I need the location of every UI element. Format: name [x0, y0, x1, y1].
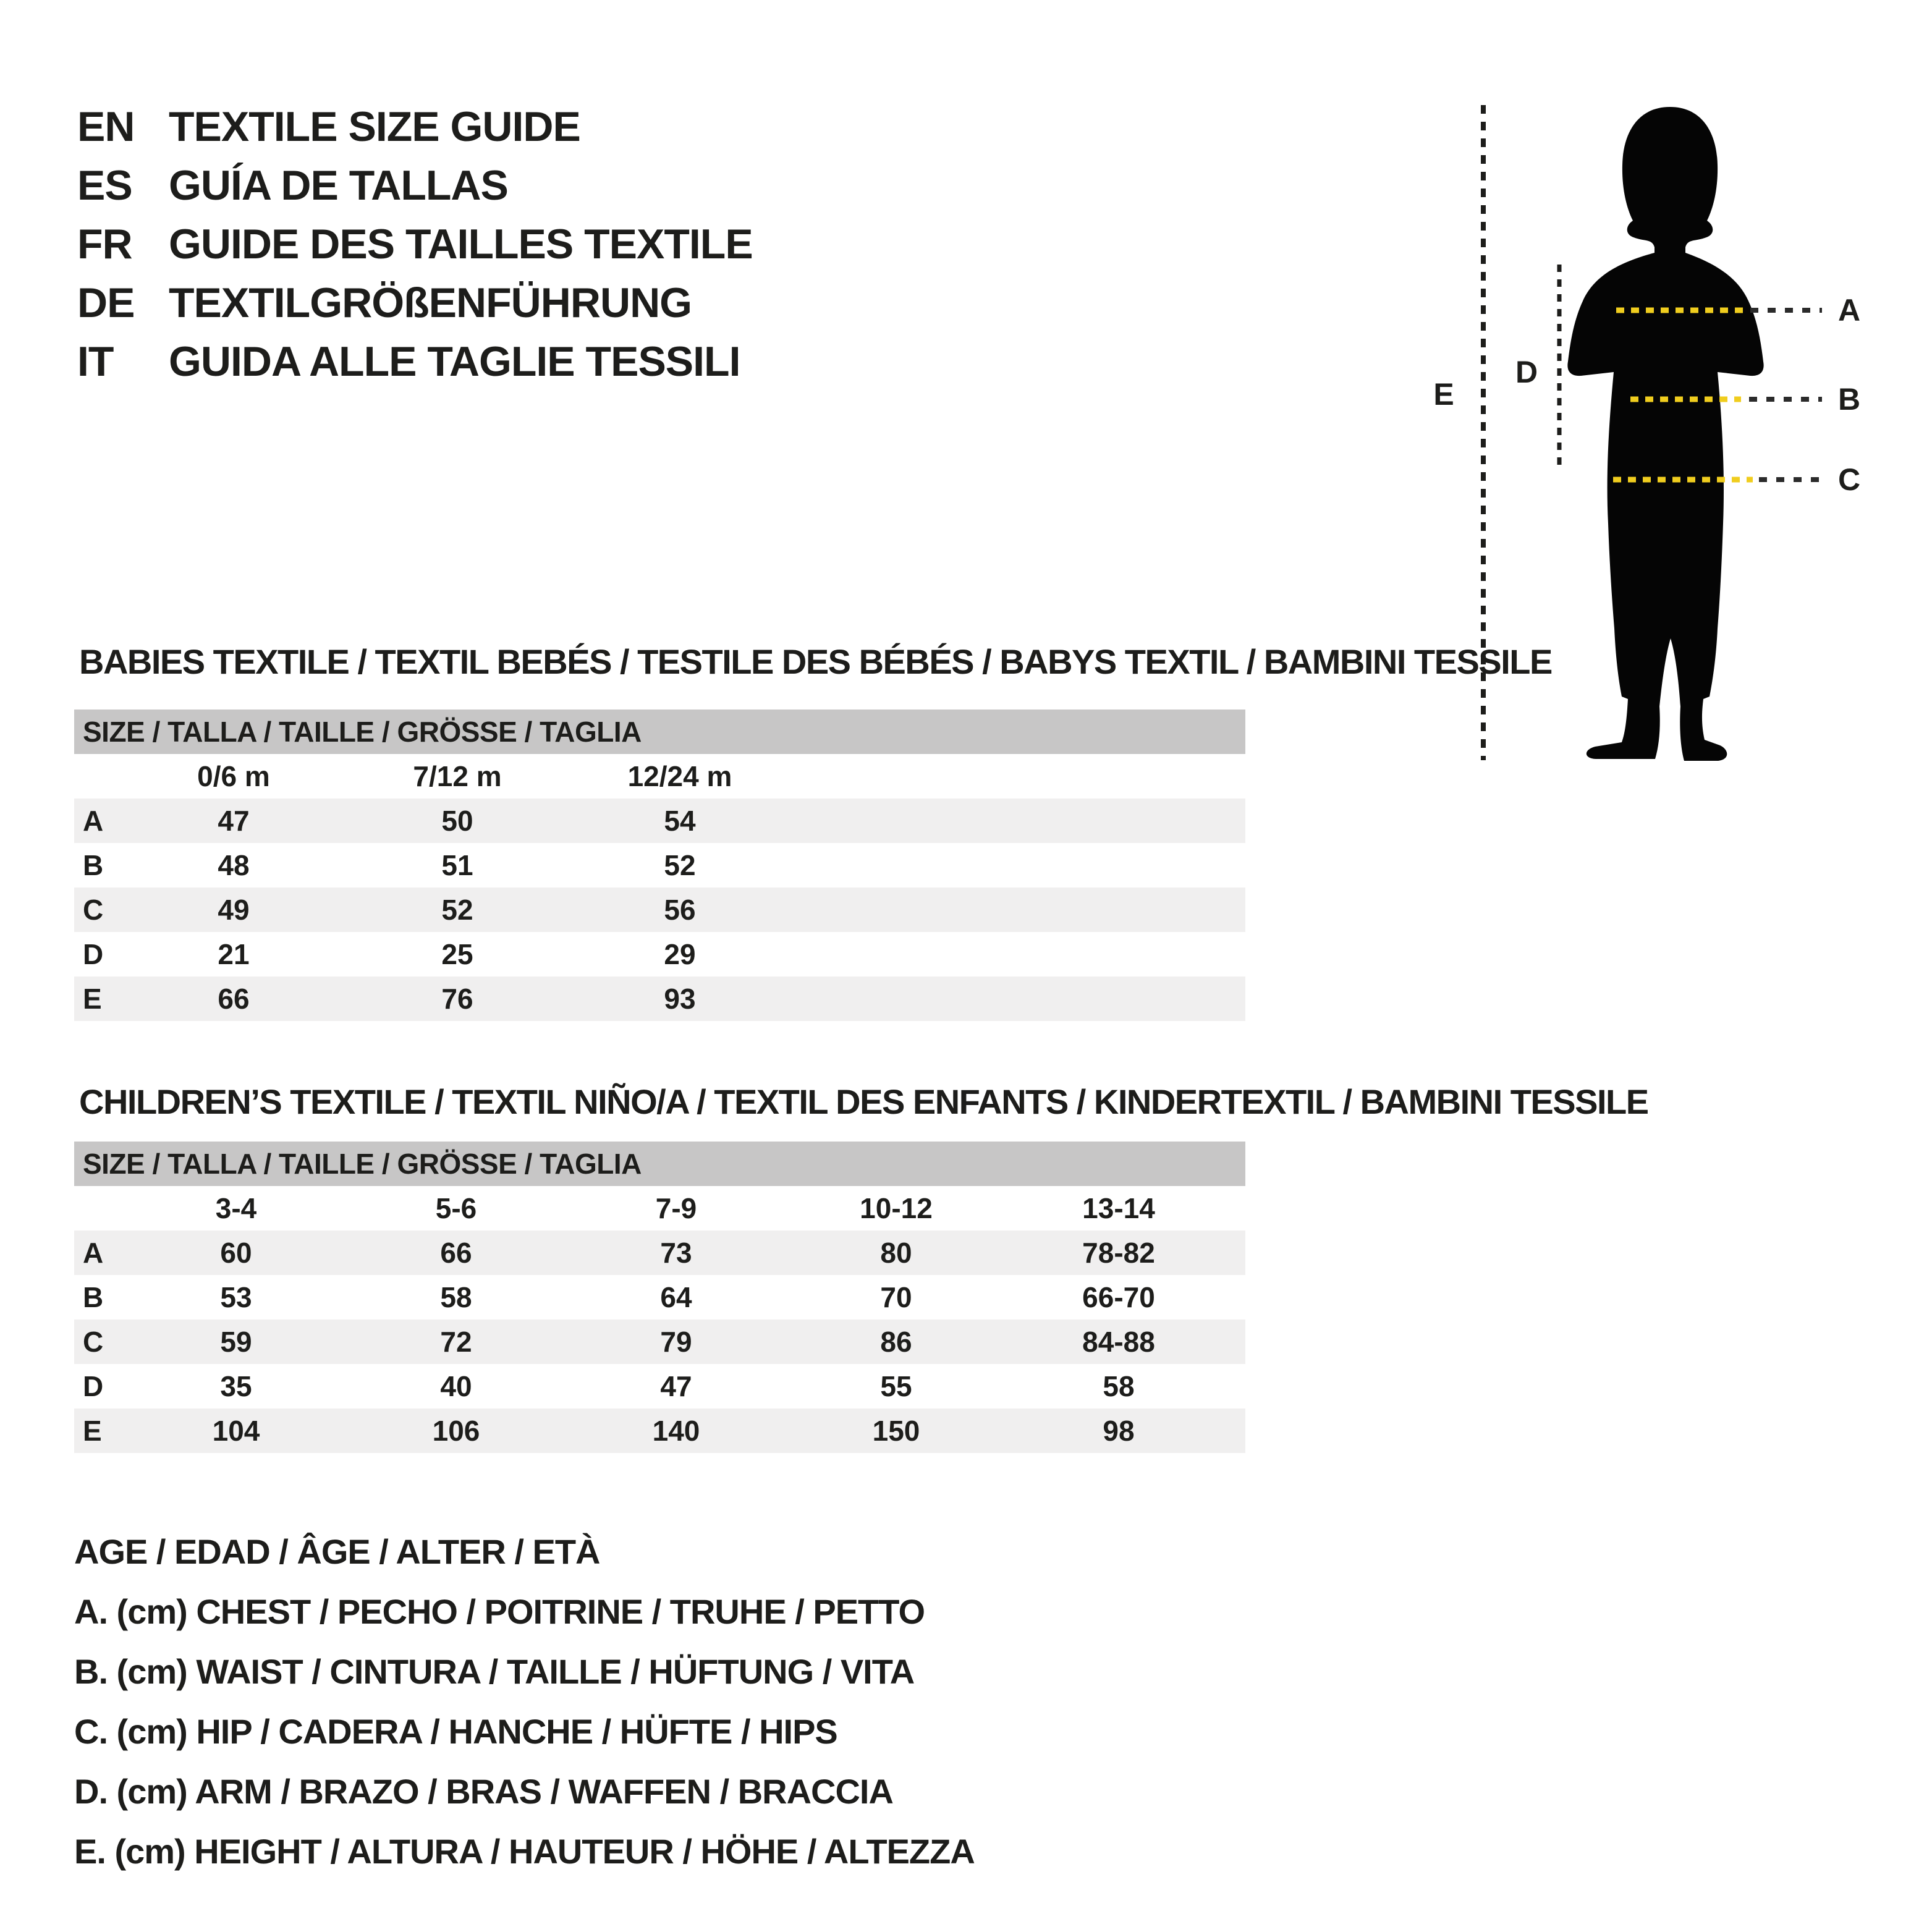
- cell-value: 72: [440, 1326, 472, 1358]
- figure-label-d: D: [1515, 355, 1538, 389]
- cell-value: 106: [432, 1415, 480, 1447]
- cell-value: 29: [664, 938, 696, 970]
- size-header-label: SIZE / TALLA / TAILLE / GRÖSSE / TAGLIA: [83, 1148, 642, 1180]
- cell-value: 47: [660, 1370, 692, 1402]
- cell-value: 49: [218, 894, 250, 926]
- cell-value: 150: [872, 1415, 920, 1447]
- figure-label-e: E: [1433, 377, 1454, 412]
- cell-value: 55: [880, 1370, 912, 1402]
- children-size-table: [74, 1142, 1245, 1453]
- size-header-label: SIZE / TALLA / TAILLE / GRÖSSE / TAGLIA: [83, 716, 642, 748]
- row-label: D: [83, 1370, 104, 1402]
- legend-line-height: E. (cm) HEIGHT / ALTURA / HAUTEUR / HÖHE / ALTEZZA: [74, 1832, 975, 1871]
- cell-value: 52: [441, 894, 473, 926]
- legend-line-arm: D. (cm) ARM / BRAZO / BRAS / WAFFEN / BRACCIA: [74, 1772, 893, 1811]
- cell-value: 78-82: [1082, 1237, 1155, 1269]
- row-label: C: [83, 894, 104, 926]
- lang-title: GUIDA ALLE TAGLIE TESSILI: [169, 338, 740, 385]
- row-label: A: [83, 1237, 104, 1269]
- lang-code: DE: [77, 279, 135, 326]
- babies-size-header-bar: [74, 710, 1245, 754]
- lang-code: EN: [77, 103, 135, 150]
- row-label: C: [83, 1326, 104, 1358]
- cell-value: 70: [880, 1281, 912, 1313]
- table-row: [74, 1364, 1245, 1409]
- cell-value: 80: [880, 1237, 912, 1269]
- lang-row-de: [77, 274, 753, 333]
- table-row: [74, 1320, 1245, 1364]
- figure-label-a: A: [1837, 293, 1861, 328]
- cell-value: 73: [660, 1237, 692, 1269]
- cell-value: 79: [660, 1326, 692, 1358]
- cell-value: 84-88: [1082, 1326, 1155, 1358]
- table-row: [74, 888, 1245, 932]
- table-row: [74, 1409, 1245, 1453]
- cell-value: 54: [664, 805, 696, 837]
- table-row: [74, 1231, 1245, 1275]
- cell-value: 76: [441, 983, 473, 1015]
- cell-value: 66: [440, 1237, 472, 1269]
- cell-value: 51: [441, 849, 473, 881]
- row-label: B: [83, 849, 104, 881]
- lang-title: TEXTILGRÖßENFÜHRUNG: [169, 279, 692, 326]
- cell-value: 47: [218, 805, 250, 837]
- cell-value: 25: [441, 938, 473, 970]
- cell-value: 93: [664, 983, 696, 1015]
- cell-value: 52: [664, 849, 696, 881]
- lang-title: TEXTILE SIZE GUIDE: [169, 103, 580, 150]
- cell-value: 86: [880, 1326, 912, 1358]
- cell-value: 60: [220, 1237, 252, 1269]
- column-header: 7-9: [655, 1192, 697, 1224]
- cell-value: 53: [220, 1281, 252, 1313]
- cell-value: 59: [220, 1326, 252, 1358]
- row-label: A: [83, 805, 104, 837]
- lang-row-fr: [77, 215, 753, 274]
- table-row: [74, 799, 1245, 843]
- column-header: 10-12: [860, 1192, 933, 1224]
- table-row: [74, 932, 1245, 977]
- cell-value: 104: [212, 1415, 260, 1447]
- cell-value: 40: [440, 1370, 472, 1402]
- lang-code: ES: [77, 162, 132, 209]
- figure-label-b: B: [1837, 382, 1861, 417]
- cell-value: 35: [220, 1370, 252, 1402]
- cell-value: 50: [441, 805, 473, 837]
- lang-title: GUIDE DES TAILLES TEXTILE: [169, 221, 753, 268]
- table-row: [74, 843, 1245, 888]
- lang-row-it: [77, 333, 753, 391]
- row-label: E: [83, 1415, 102, 1447]
- legend-line-hip: C. (cm) HIP / CADERA / HANCHE / HÜFTE / HIPS: [74, 1712, 837, 1751]
- column-header: 7/12 m: [413, 760, 502, 792]
- children-section-heading: CHILDREN’S TEXTILE / TEXTIL NIÑO/A / TEXTIL DES ENFANTS / KINDERTEXTIL / BAMBINI TESSILE: [79, 1082, 1648, 1121]
- babies-section-heading: BABIES TEXTILE / TEXTIL BEBÉS / TESTILE DES BÉBÉS / BABYS TEXTIL / BAMBINI TESSILE: [79, 642, 1552, 681]
- cell-value: 21: [218, 938, 250, 970]
- column-header: 3-4: [215, 1192, 257, 1224]
- cell-value: 58: [1103, 1370, 1135, 1402]
- column-header: 13-14: [1082, 1192, 1155, 1224]
- cell-value: 64: [660, 1281, 692, 1313]
- row-label: B: [83, 1281, 104, 1313]
- babies-column-header-row: [74, 754, 1245, 799]
- column-header: 0/6 m: [197, 760, 270, 792]
- row-label: D: [83, 938, 104, 970]
- children-column-header-row: [74, 1186, 1245, 1231]
- lang-title: GUÍA DE TALLAS: [169, 162, 508, 209]
- measurement-legend: [74, 1522, 975, 1881]
- cell-value: 98: [1103, 1415, 1135, 1447]
- children-size-header-bar: [74, 1142, 1245, 1186]
- table-row: [74, 1275, 1245, 1320]
- column-header: 5-6: [435, 1192, 477, 1224]
- legend-line-chest: A. (cm) CHEST / PECHO / POITRINE / TRUHE / PETTO: [74, 1592, 925, 1631]
- lang-code: FR: [77, 221, 132, 268]
- child-silhouette-icon: [1567, 107, 1763, 761]
- cell-value: 66-70: [1082, 1281, 1155, 1313]
- figure-label-c: C: [1837, 462, 1861, 497]
- legend-line-age: AGE / EDAD / ÂGE / ALTER / ETÀ: [74, 1532, 600, 1571]
- lang-row-es: [77, 156, 753, 215]
- column-header: 12/24 m: [627, 760, 732, 792]
- cell-value: 48: [218, 849, 250, 881]
- legend-line-waist: B. (cm) WAIST / CINTURA / TAILLE / HÜFTUNG / VITA: [74, 1652, 915, 1691]
- cell-value: 140: [652, 1415, 700, 1447]
- cell-value: 58: [440, 1281, 472, 1313]
- babies-size-table: [74, 710, 1245, 1021]
- cell-value: 56: [664, 894, 696, 926]
- cell-value: 66: [218, 983, 250, 1015]
- table-row: [74, 977, 1245, 1021]
- language-title-list: [77, 98, 753, 391]
- lang-row-en: [77, 98, 753, 156]
- row-label: E: [83, 983, 102, 1015]
- lang-code: IT: [77, 338, 114, 385]
